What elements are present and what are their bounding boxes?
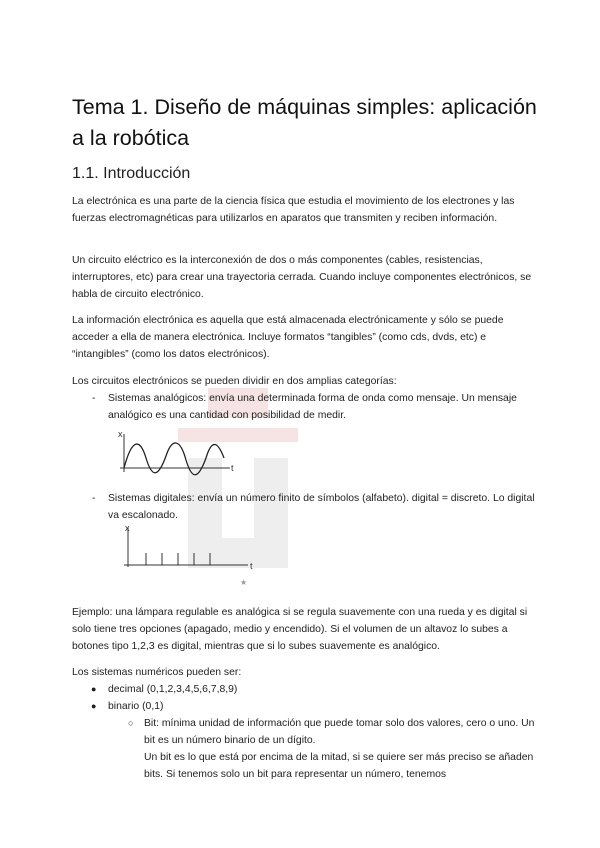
list-marker: - bbox=[92, 393, 96, 404]
circle-bullet-icon: ○ bbox=[128, 718, 134, 728]
list-item-analog: Sistemas analógicos: envía una determinada forma de onda como mensaje. Un mensaje analógico es una cantidad con posibilidad de medir. bbox=[108, 393, 517, 421]
digital-figure-mark-icon: ★ bbox=[240, 578, 248, 587]
bullet-icon: ● bbox=[91, 701, 97, 711]
list-item-bit-definition: Bit: mínima unidad de información que puede tomar solo dos valores, cero o uno. Un bit es un número binario de un dígito. bbox=[144, 718, 535, 746]
list-item-bit-explanation: Un bit es lo que está por encima de la mitad, si se quiere ser más preciso se añaden bits. Si tenemos solo un bit para representar un número, tenemos bbox=[144, 752, 534, 780]
list-item-digital: Sistemas digitales: envía un número finito de símbolos (alfabeto). digital = discreto. Lo digital va escalonado. bbox=[108, 493, 535, 521]
paragraph-electronics: La electrónica es una parte de la ciencia física que estudia el movimiento de los electrones y las fuerzas electromagnéticas para utilizarlos en aparatos que transmiten y reciben información. bbox=[72, 196, 515, 224]
list-item-decimal: decimal (0,1,2,3,4,5,6,7,8,9) bbox=[108, 684, 238, 695]
digital-signal-figure bbox=[112, 523, 260, 587]
digital-x-label: t bbox=[250, 561, 253, 571]
paragraph-example: Ejemplo: una lámpara regulable es analógica si se regula suavemente con una rueda y es digital si solo tiene tres opciones (apagado, medio y encendido). Si el volumen de un altavoz lo subes a botones tipo 1,2,3 es digital, mientras que si lo subes suavemente es analógico. bbox=[72, 607, 528, 652]
paragraph-categories-intro: Los circuitos electrónicos se pueden dividir en dos amplias categorías: bbox=[72, 376, 397, 387]
paragraph-information: La información electrónica es aquella que está almacenada electrónicamente y sólo se puede acceder a ella de manera electrónica. Incluye formatos “tangibles” (como cds, dvds, etc) e “intangibles” (como los datos electrónicos). bbox=[72, 315, 504, 360]
digital-y-label: x bbox=[125, 523, 130, 533]
analog-x-label: t bbox=[231, 463, 234, 473]
analog-signal-figure bbox=[112, 428, 242, 484]
paragraph-numeric-intro: Los sistemas numéricos pueden ser: bbox=[72, 667, 242, 678]
analog-wave bbox=[124, 443, 224, 475]
list-item-binary: binario (0,1) bbox=[108, 701, 164, 712]
section-heading: 1.1. Introducción bbox=[72, 165, 191, 182]
paragraph-circuit: Un circuito eléctrico es la interconexión de dos o más componentes (cables, resistencias, interruptores, etc) para crear una trayectoria cerrada. Cuando incluye componentes electrónicos, se habla de circuito electrónico. bbox=[72, 255, 532, 300]
document-title: Tema 1. Diseño de máquinas simples: aplicación a la robótica bbox=[72, 95, 537, 150]
list-marker: - bbox=[92, 493, 96, 504]
bullet-icon: ● bbox=[91, 684, 97, 694]
analog-y-label: x bbox=[118, 429, 123, 439]
